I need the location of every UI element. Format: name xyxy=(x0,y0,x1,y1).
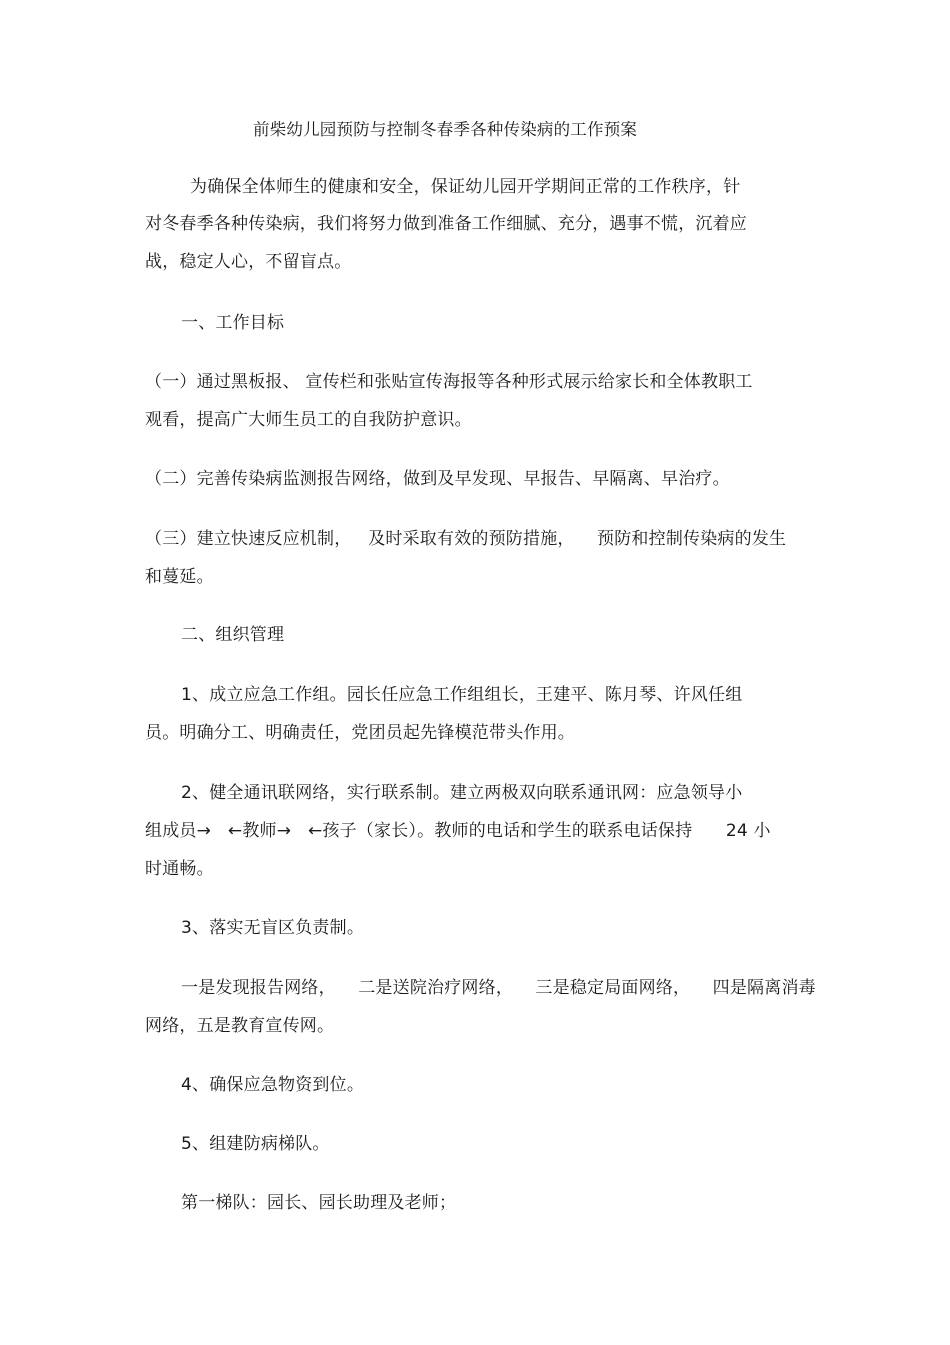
goal-item-2: （二）完善传染病监测报告网络，做到及早发现、早报告、早隔离、早治疗。 xyxy=(145,469,730,489)
goal-item-3-line-1: （三）建立快速反应机制， 及时采取有效的预防措施， 预防和控制传染病的发生 xyxy=(145,529,787,549)
goal-item-1-line-1: （一）通过黑板报、 宣传栏和张贴宣传海报等各种形式展示给家长和全体教职工 xyxy=(145,372,753,392)
intro-line-1: 为确保全体师生的健康和安全，保证幼儿园开学期间正常的工作秩序，针 xyxy=(190,177,741,197)
goal-item-1-line-2: 观看，提高广大师生员工的自我防护意识。 xyxy=(145,410,472,430)
org-paragraph-2-line-2: 组成员→ ←教师→ ←孩子（家长）。教师的电话和学生的联系电话保持 24 小 xyxy=(145,821,771,841)
org-paragraph-1-line-1: 1、成立应急工作组。园长任应急工作组组长，王建平、陈月琴、许风任组 xyxy=(181,685,743,705)
section-heading-organization: 二、组织管理 xyxy=(181,625,285,645)
org-paragraph-5: 5、组建防病梯队。 xyxy=(181,1134,330,1154)
goal-item-3-line-2: 和蔓延。 xyxy=(145,567,214,587)
org-paragraph-2-line-1: 2、健全通讯联网络，实行联系制。建立两极双向联系通讯网：应急领导小 xyxy=(181,783,743,803)
org-paragraph-3-detail-line-1: 一是发现报告网络， 二是送院治疗网络， 三是稳定局面网络， 四是隔离消毒 xyxy=(181,978,816,998)
org-paragraph-1-line-2: 员。明确分工、明确责任，党团员起先锋模范带头作用。 xyxy=(145,723,575,743)
org-paragraph-3-detail-line-2: 网络，五是教育宣传网。 xyxy=(145,1016,335,1036)
document-title: 前柴幼儿园预防与控制冬春季各种传染病的工作预案 xyxy=(253,120,638,139)
section-heading-goals: 一、工作目标 xyxy=(181,313,285,333)
org-paragraph-2-line-3: 时通畅。 xyxy=(145,859,214,879)
org-paragraph-3: 3、落实无盲区负责制。 xyxy=(181,918,365,938)
intro-line-3: 战，稳定人心，不留盲点。 xyxy=(145,252,352,272)
org-paragraph-4: 4、确保应急物资到位。 xyxy=(181,1075,365,1095)
intro-line-2: 对冬春季各种传染病，我们将努力做到准备工作细腻、充分，遇事不慌，沉着应 xyxy=(145,214,747,234)
org-paragraph-5-detail: 第一梯队：园长、园长助理及老师； xyxy=(181,1193,457,1213)
